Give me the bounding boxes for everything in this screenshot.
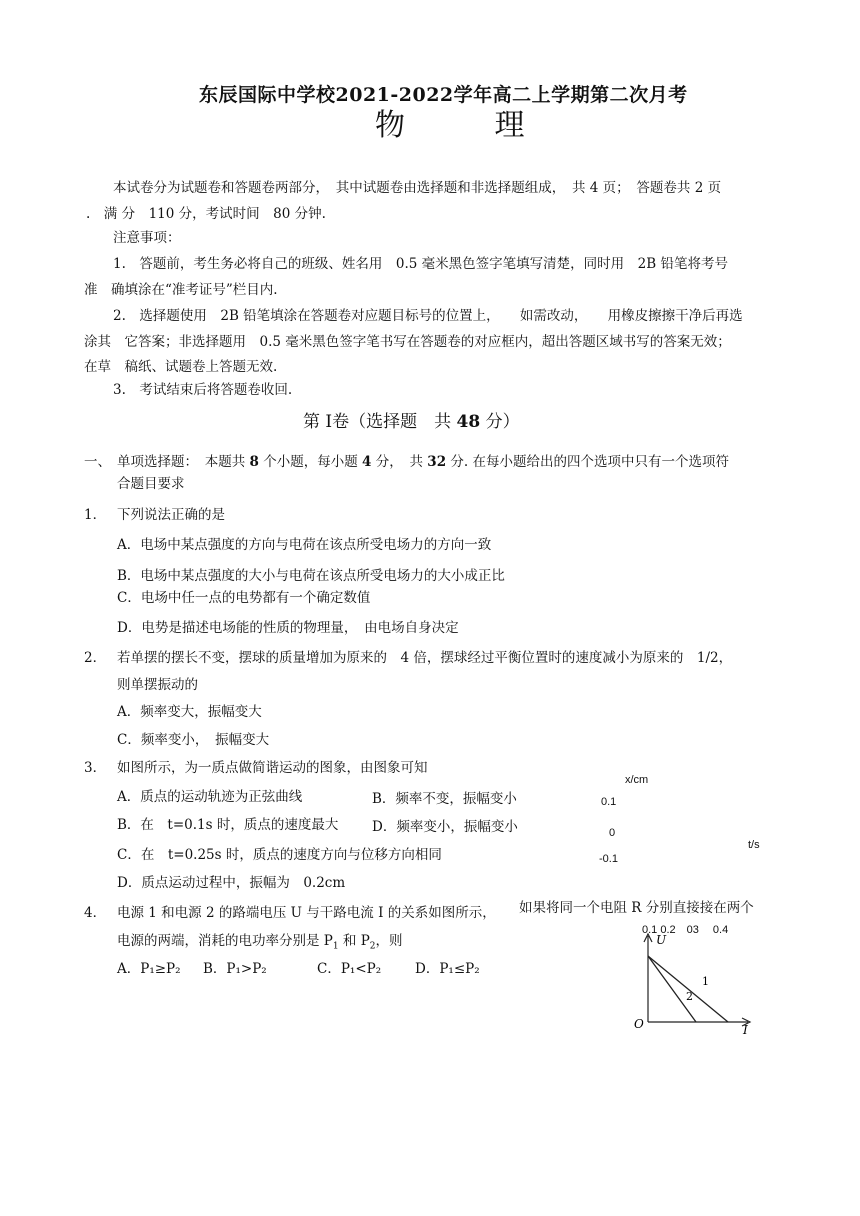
q3-graph-y-top: 0.1 — [601, 796, 617, 808]
q4-graph-ticks: 0.1 0.2 03 0.4 — [642, 924, 729, 936]
section-1-title — [303, 407, 520, 432]
part-total: 32 — [427, 454, 447, 470]
intro-line-1: 本试卷分为试题卷和答题卷两部分， 其中试题卷由选择题和非选择题组成， 共 4 页； 答题卷共 2 页 — [113, 180, 722, 196]
note-2-line-a: 2. 选择题使用 2B 铅笔填涂在答题卷对应题目标号的位置上， 如需改动， 用橡皮擦擦干净后再选 — [113, 308, 743, 324]
part-each: 4 — [362, 454, 372, 470]
q3-option-b: B．在 t=0.1s 时，质点的速度最大 — [117, 817, 339, 833]
part-text-c: 分， 共 — [371, 454, 428, 470]
q3-graph-y-zero: 0 — [609, 827, 616, 839]
q3-graph-y-bottom: -0.1 — [599, 853, 618, 865]
q4-number: 4． — [84, 905, 107, 921]
q4-stem-b — [117, 929, 403, 952]
q4-graph-origin-label: O — [634, 1017, 644, 1031]
part-text-a: 单项选择题： 本题共 — [117, 454, 250, 470]
q1-option-c: C．电场中任一点的电势都有一个确定数值 — [117, 590, 371, 606]
q3-option-d-right: D．频率变小，振幅变小 — [372, 819, 518, 835]
q3-graph-y-unit: x/cm — [625, 774, 649, 786]
q3-option-d: D．质点运动过程中，振幅为 0.2cm — [117, 875, 346, 891]
section-1-title-prefix: 第 Ⅰ卷（选择题 共 — [303, 412, 457, 432]
part-number: 一、 — [84, 454, 111, 470]
q4-graph-u-label: U — [656, 933, 667, 947]
q4-sub-2: 2 — [369, 941, 376, 952]
part-instructions-line-2: 合题目要求 — [117, 476, 185, 492]
section-1-score: 48 — [456, 412, 481, 432]
q4-option-d: D．P₁≤P₂ — [415, 961, 480, 977]
q4-option-c: C．P₁<P₂ — [317, 961, 382, 977]
part-text-d: 分. 在每小题给出的四个选项中只有一个选项符 — [446, 454, 729, 470]
q4-option-b: B．P₁>P₂ — [203, 961, 267, 977]
q4-graph-line-2-label: 2 — [686, 990, 693, 1003]
q2-option-a: A．频率变大，振幅变大 — [117, 704, 262, 720]
q4-graph-i-label: I — [743, 1023, 748, 1034]
note-1-line-b: 准 确填涂在“准考证号”栏目内. — [84, 282, 278, 298]
q4-option-a: A．P₁≥P₂ — [117, 961, 181, 977]
q2-stem-line-2: 则单摆振动的 — [117, 677, 198, 693]
q3-option-c: C．在 t=0.25s 时，质点的速度方向与位移方向相同 — [117, 847, 442, 863]
q3-stem: 如图所示，为一质点做简谐运动的图象，由图象可知 — [117, 760, 428, 776]
exam-title: 东辰国际中学校2021-2022学年高二上学期第二次月考 — [199, 84, 688, 106]
part-count: 8 — [249, 454, 259, 470]
q4-stem-right: 如果将同一个电阻 R 分别直接接在两个 — [519, 900, 754, 916]
q4-graph-line-1-label: 1 — [702, 975, 709, 988]
note-1-line-a: 1. 答题前，考生务必将自己的班级、姓名用 0.5 毫米黑色签字笔填写清楚，同时用 2B 铅笔将考号 — [113, 256, 728, 272]
part-text-b: 个小题，每小题 — [258, 454, 363, 470]
q3-number: 3． — [84, 760, 107, 776]
q4-ui-graph — [628, 930, 758, 1034]
q4-stem-b-mid: 和 P — [338, 933, 370, 949]
q3-option-b-right: B．频率不变，振幅变小 — [372, 791, 517, 807]
note-2-line-b: 涂其 它答案；非选择题用 0.5 毫米黑色签字笔书写在答题卷的对应框内，超出答题区域书写的答案无效； — [84, 334, 731, 350]
intro-line-2: . 满 分 110 分，考试时间 80 分钟. — [86, 206, 326, 222]
q4-sub-1: 1 — [332, 941, 339, 952]
q3-graph-x-unit: t/s — [748, 839, 760, 851]
q2-stem: 若单摆的摆长不变，摆球的质量增加为原来的 4 倍，摆球经过平衡位置时的速度减小为原来的 1/2， — [117, 650, 733, 666]
notes-heading: 注意事项： — [113, 230, 181, 246]
q2-option-c: C．频率变小， 振幅变大 — [117, 732, 270, 748]
q1-option-a: A．电场中某点强度的方向与电荷在该点所受电场力的方向一致 — [117, 537, 492, 553]
q4-stem-a: 电源 1 和电源 2 的路端电压 U 与干路电流 I 的关系如图所示， — [117, 905, 496, 921]
note-3: 3. 考试结束后将答题卷收回. — [113, 382, 293, 398]
q1-option-d: D．电势是描述电场能的性质的物理量， 由电场自身决定 — [117, 620, 459, 636]
q1-stem: 下列说法正确的是 — [117, 507, 225, 523]
q4-stem-b-pre: 电源的两端，消耗的电功率分别是 P — [117, 933, 333, 949]
section-1-title-suffix: 分） — [480, 412, 520, 432]
q1-number: 1． — [84, 507, 107, 523]
q1-option-b: B．电场中某点强度的大小与电荷在该点所受电场力的大小成正比 — [117, 568, 505, 584]
q3-option-a: A．质点的运动轨迹为正弦曲线 — [117, 789, 303, 805]
part-instructions — [117, 450, 729, 470]
note-2-line-c: 在草 稿纸、试题卷上答题无效. — [84, 359, 278, 375]
subject-title: 物 理 — [375, 108, 565, 143]
q4-stem-b-post: ，则 — [375, 933, 403, 949]
q2-number: 2． — [84, 650, 107, 666]
